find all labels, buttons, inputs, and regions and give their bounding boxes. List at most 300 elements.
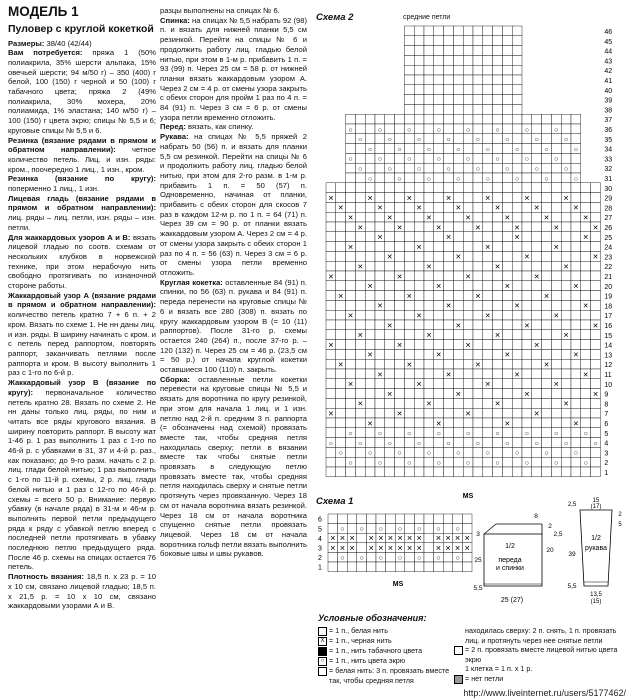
schema2-cell: [434, 46, 444, 56]
schema1-cell: [347, 562, 357, 572]
schema2-cell: [532, 251, 542, 261]
schema2-cell: [502, 300, 512, 310]
schema2-cell: [385, 447, 395, 457]
schema2-cell: [434, 242, 444, 252]
schema2-cell: [434, 163, 444, 173]
schema2-cell: [385, 330, 395, 340]
schema2-symbol: ○: [573, 146, 579, 154]
schema2-cell: [434, 55, 444, 65]
schema2-cell: [385, 418, 395, 428]
schema2-cell: [581, 467, 591, 477]
schema2-row-number: 16: [604, 323, 613, 330]
schema2-cell: [532, 349, 542, 359]
schema2-cell: [512, 330, 522, 340]
schema2-cell: [375, 359, 385, 369]
legend-right: [454, 626, 626, 684]
schema2-cell: [404, 349, 414, 359]
schema2-cell: [365, 457, 375, 467]
schema2-cell: [591, 418, 601, 428]
schema2-cell: [522, 242, 532, 252]
schema2-cell: [551, 359, 561, 369]
schema2-cell: [385, 173, 395, 183]
schema2-cell: [463, 330, 473, 340]
schema2-symbol: ✕: [445, 371, 452, 379]
schema2-cell: [581, 398, 591, 408]
schema2-symbol: ✕: [494, 264, 501, 271]
schema2-symbol: ✕: [504, 420, 511, 428]
legend-symbol-icon: [454, 675, 463, 684]
schema2-row-number: 45: [604, 38, 613, 46]
schema1-cell: [328, 552, 338, 562]
schema2-cell: [561, 251, 571, 261]
schema2-cell: [336, 310, 346, 320]
schema2-cell: [483, 261, 493, 271]
schema2-cell: [522, 447, 532, 457]
schema2-cell: [483, 467, 493, 477]
schema2-cell: [502, 232, 512, 242]
schema2-cell: [346, 134, 356, 144]
schema2-cell: [551, 163, 561, 173]
schema1-symbol: ○: [455, 554, 460, 562]
schema2-symbol: ✕: [553, 244, 560, 252]
schema2-cell: [522, 261, 532, 271]
schema2-cell: [473, 340, 483, 350]
legend-item: [318, 656, 452, 666]
schema2-symbol: ✕: [514, 224, 521, 232]
schema2-symbol: ○: [377, 156, 383, 164]
schema2-cell: [404, 438, 414, 448]
schema2-cell: [551, 114, 561, 124]
schema2-symbol: ○: [436, 126, 441, 134]
schema2-cell: [522, 408, 532, 418]
schema2-cell: [473, 261, 483, 271]
schema2-cell: [365, 163, 375, 173]
schema2-cell: [542, 202, 552, 212]
schema2-row-number: 37: [604, 117, 613, 125]
schema2-cell: [453, 212, 463, 222]
schema2-cell: [346, 163, 356, 173]
schema1-symbol: ✕: [416, 545, 423, 553]
schema2-cell: [375, 438, 385, 448]
schema2-cell: [414, 457, 424, 467]
schema2-cell: [493, 144, 503, 154]
schema1-ms-label: MS: [392, 581, 404, 588]
schema2-cell: [385, 408, 395, 418]
schema2-cell: [591, 202, 601, 212]
schema2-symbol: ✕: [592, 254, 599, 262]
schema2-symbol: ○: [554, 156, 559, 164]
schema2-cell: [502, 398, 512, 408]
schema2-cell: [414, 340, 424, 350]
schema2-cell: [453, 428, 463, 438]
schema2-cell: [414, 369, 424, 379]
schema2-cell: [326, 222, 336, 232]
schema2-cell: [453, 232, 463, 242]
schema2-cell: [336, 389, 346, 399]
schema2-cell: [434, 193, 444, 203]
schema2-symbol: ○: [573, 450, 579, 458]
schema2-symbol: ○: [456, 146, 461, 154]
schema2-cell: [404, 26, 414, 36]
schema2-cell: [502, 359, 512, 369]
schema2-cell: [375, 389, 385, 399]
schema2-cell: [453, 271, 463, 281]
schema2-cell: [532, 320, 542, 330]
schema1-symbol: ✕: [339, 545, 346, 553]
schema2-cell: [414, 36, 424, 46]
schema1-chart: [318, 510, 471, 590]
schema2-symbol: ○: [563, 166, 569, 173]
col1-paragraph: [8, 174, 156, 193]
schema2-cell: [346, 349, 356, 359]
schema2-cell: [336, 349, 346, 359]
schema2-cell: [473, 85, 483, 95]
schema2-cell: [395, 320, 405, 330]
schema2-cell: [483, 26, 493, 36]
schema2-cell: [355, 300, 365, 310]
schema2-cell: [493, 438, 503, 448]
schema2-cell: [502, 291, 512, 301]
schema2-cell: [385, 144, 395, 154]
schema2-cell: [375, 114, 385, 124]
schema2-cell: [326, 320, 336, 330]
schema2-cell: [581, 183, 591, 193]
col1-paragraph: [8, 233, 156, 291]
schema2-cell: [561, 349, 571, 359]
schema2-row-number: 36: [604, 127, 613, 134]
schema2-cell: [561, 242, 571, 252]
schema2-symbol: ✕: [523, 254, 530, 262]
schema2-symbol: ○: [416, 136, 422, 144]
schema2-cell: [355, 359, 365, 369]
schema2-cell: [424, 340, 434, 350]
schema2-cell: [424, 65, 434, 75]
schema1-cell: [347, 552, 357, 562]
schema2-cell: [571, 163, 581, 173]
schema2-cell: [483, 251, 493, 261]
schema2-cell: [424, 153, 434, 163]
schema2-cell: [414, 232, 424, 242]
schema2-cell: [542, 340, 552, 350]
schema2-cell: [463, 418, 473, 428]
schema1-row-number: 4: [318, 535, 322, 543]
schema2-cell: [365, 428, 375, 438]
schema2-cell: [326, 389, 336, 399]
schema2-cell: [463, 389, 473, 399]
schema2-cell: [532, 173, 542, 183]
schema2-top-label: средние петли: [403, 14, 451, 21]
schema2-symbol: ✕: [376, 234, 383, 242]
schema2-cell: [483, 163, 493, 173]
schema2-cell: [346, 261, 356, 271]
source-url[interactable]: http://www.liveinternet.ru/users/5177462/: [463, 688, 626, 698]
schema2-cell: [512, 349, 522, 359]
schema2-cell: [581, 261, 591, 271]
schema2-cell: [463, 183, 473, 193]
schema2-cell: [404, 251, 414, 261]
schema2-cell: [591, 291, 601, 301]
schema2-cell: [444, 251, 454, 261]
schema2-cell: [424, 467, 434, 477]
schema2-cell: [444, 389, 454, 399]
schema2-cell: [355, 418, 365, 428]
schema1-symbol: ✕: [387, 545, 394, 553]
schema2-cell: [434, 26, 444, 36]
schema1-symbol: ○: [378, 554, 383, 562]
schema2-cell: [581, 251, 591, 261]
schema2-cell: [493, 26, 503, 36]
schema2-cell: [444, 359, 454, 369]
schema2-symbol: ✕: [396, 273, 403, 281]
schema2-cell: [326, 281, 336, 291]
schema2-row-number: 11: [604, 372, 612, 379]
schema2-symbol: ✕: [465, 342, 472, 350]
schema2-cell: [365, 340, 375, 350]
schema2-cell: [463, 85, 473, 95]
schema2-cell: [326, 261, 336, 271]
schema1-cell: [386, 552, 396, 562]
schema2-cell: [444, 144, 454, 154]
schema2-cell: [493, 389, 503, 399]
schema2-cell: [522, 310, 532, 320]
col2-paragraph-text: оставленные 84 (91) п. спинки, по 56 (63) п. рукава и 84 (91) п. переда перенести на круговые спицы № 6 и вязать все 280 (308) п. вязать по кругу жаккардовым узором В (= 10 (11) раппортов). После 31-го р. схемы остается 240 (264) п., после 37-го р. – 120 (132) п. Через 25 см = 46 р. (23,5 см = 50 р.) от начала круглой кокетки оставшиеся 100 (110) п. закрыть.: [160, 277, 307, 375]
schema2-symbol: ✕: [455, 391, 462, 399]
schema2-cell: [434, 95, 444, 105]
schema2-symbol: ○: [348, 430, 353, 438]
schema2-cell: [463, 173, 473, 183]
schema1-cell: [443, 552, 453, 562]
schema1-cell: [424, 562, 434, 572]
schema2-cell: [365, 379, 375, 389]
schema1-cell: [453, 562, 463, 572]
schema2-cell: [453, 153, 463, 163]
schema2-cell: [542, 379, 552, 389]
schema2-cell: [355, 271, 365, 281]
schema2-cell: [424, 242, 434, 252]
schema2-cell: [483, 202, 493, 212]
schema2-cell: [502, 242, 512, 252]
schema2-cell: [512, 379, 522, 389]
col1-paragraph-text: количество петель кратно 7 + 6 п. + 2 кром. Вязать по схеме 1. Не нн даны лиц. и изн. ряды. В ширину начинать с кром. и с петель перед раппортом, повторять раппорт, заканчивать петлями после раппорта и кром. В высоту выполнить 1 раз с 1-го по 6-й р.: [8, 310, 156, 378]
schema2-cell: [542, 300, 552, 310]
schema2-cell: [444, 291, 454, 301]
schema2-symbol: ○: [348, 126, 353, 134]
schema2-cell: [571, 389, 581, 399]
schema2-cell: [414, 65, 424, 75]
schema2-cell: [591, 330, 601, 340]
schema2-cell: [434, 340, 444, 350]
schema2-cell: [355, 428, 365, 438]
schema2-symbol: ○: [338, 450, 343, 458]
schema2-cell: [444, 261, 454, 271]
schema2-cell: [581, 359, 591, 369]
schema2-cell: [532, 467, 542, 477]
schema2-cell: [512, 202, 522, 212]
schema2-symbol: ✕: [465, 273, 472, 281]
schema2-cell: [571, 134, 581, 144]
schema2-cell: [385, 398, 395, 408]
schema2-cell: [346, 418, 356, 428]
schema2-row-number: 34: [604, 146, 613, 154]
schema2-cell: [532, 447, 542, 457]
schema2-symbol: ○: [554, 460, 559, 467]
schema2-cell: [444, 379, 454, 389]
schema2-cell: [463, 144, 473, 154]
schema2-cell: [414, 300, 424, 310]
schema2-cell: [395, 163, 405, 173]
schema2-symbol: ✕: [376, 303, 383, 311]
schema2-cell: [463, 193, 473, 203]
schema2-row-number: 12: [604, 362, 613, 370]
schema2-cell: [512, 75, 522, 85]
schema2-row-number: 27: [604, 215, 613, 223]
schema2-cell: [473, 389, 483, 399]
schema2-row-number: 6: [604, 421, 609, 428]
col2-paragraph: [160, 375, 307, 559]
schema2-row-number: 35: [604, 136, 613, 144]
schema2-symbol: ○: [554, 126, 559, 134]
schema2-cell: [512, 193, 522, 203]
legend-item: [318, 626, 452, 636]
schema2-cell: [581, 281, 591, 291]
sleeve-pattern-diagram: [566, 496, 626, 608]
schema2-cell: [336, 251, 346, 261]
schema2-symbol: ○: [367, 450, 373, 458]
schema2-cell: [346, 232, 356, 242]
schema2-cell: [404, 379, 414, 389]
schema2-cell: [365, 320, 375, 330]
schema2-cell: [493, 408, 503, 418]
schema2-cell: [591, 310, 601, 320]
schema2-cell: [385, 242, 395, 252]
schema2-cell: [414, 144, 424, 154]
schema2-cell: [375, 163, 385, 173]
schema2-cell: [463, 261, 473, 271]
schema2-cell: [522, 173, 532, 183]
schema2-cell: [551, 467, 561, 477]
col1-paragraph-heading: Размеры:: [8, 38, 45, 48]
col2-paragraph-heading: Перед:: [160, 122, 186, 132]
schema2-cell: [542, 261, 552, 271]
schema2-row-number: 19: [604, 293, 613, 301]
schema2-cell: [522, 349, 532, 359]
schema2-cell: [414, 291, 424, 301]
schema2-cell: [532, 398, 542, 408]
schema2-cell: [404, 65, 414, 75]
schema2-cell: [404, 261, 414, 271]
schema2-cell: [473, 271, 483, 281]
model-heading: МОДЕЛЬ 1: [8, 4, 79, 19]
schema2-cell: [434, 467, 444, 477]
schema2-cell: [434, 36, 444, 46]
schema2-cell: [375, 134, 385, 144]
schema2-cell: [512, 85, 522, 95]
schema2-symbol: ✕: [406, 362, 413, 369]
schema2-cell: [522, 418, 532, 428]
schema2-symbol: ○: [407, 126, 412, 134]
schema2-cell: [404, 271, 414, 281]
schema2-cell: [355, 212, 365, 222]
schema2-symbol: ✕: [455, 322, 462, 330]
legend-text: 1 клетка = 1 п. x 1 р.: [465, 664, 533, 674]
schema2-cell: [532, 153, 542, 163]
schema2-row-number: 21: [604, 274, 613, 281]
col2-paragraph: [160, 122, 307, 132]
schema2-cell: [414, 261, 424, 271]
schema2-symbol: ✕: [376, 205, 383, 213]
schema2-cell: [336, 438, 346, 448]
schema2-cell: [483, 398, 493, 408]
schema2-cell: [365, 202, 375, 212]
schema2-symbol: ✕: [367, 195, 374, 203]
schema2-cell: [502, 85, 512, 95]
schema2-symbol: ○: [495, 126, 500, 134]
schema2-cell: [336, 261, 346, 271]
schema2-cell: [434, 202, 444, 212]
schema2-cell: [444, 467, 454, 477]
schema2-cell: [434, 65, 444, 75]
schema2-symbol: ○: [348, 460, 353, 467]
schema2-cell: [522, 330, 532, 340]
schema2-row-number: 8: [604, 401, 609, 409]
schema2-cell: [453, 398, 463, 408]
schema1-cell: [338, 514, 348, 524]
schema2-cell: [404, 389, 414, 399]
schema2-row-number: 38: [604, 107, 613, 115]
schema2-cell: [483, 300, 493, 310]
schema2-symbol: ○: [475, 136, 481, 144]
col1-paragraph-text: лиц. ряды – лиц. петли, изн. ряды – изн. петли.: [8, 213, 156, 232]
schema2-cell: [591, 212, 601, 222]
schema2-cell: [473, 95, 483, 105]
schema2-cell: [532, 330, 542, 340]
schema2-cell: [493, 95, 503, 105]
schema2-chart: [318, 22, 624, 500]
schema1-symbol: ✕: [464, 545, 471, 553]
col1-paragraph-heading: Жаккардовый узор А (вязание рядами в прямом и обратном направлении):: [8, 290, 156, 310]
schema2-cell: [542, 428, 552, 438]
schema2-cell: [522, 369, 532, 379]
schema1-symbol: ✕: [454, 545, 461, 553]
schema1-cell: [443, 524, 453, 534]
schema2-cell: [424, 26, 434, 36]
schema2-cell: [346, 359, 356, 369]
schema2-cell: [502, 114, 512, 124]
schema2-cell: [414, 75, 424, 85]
schema2-symbol: ✕: [347, 313, 354, 320]
schema2-cell: [424, 310, 434, 320]
schema2-cell: [581, 438, 591, 448]
schema2-cell: [434, 379, 444, 389]
schema2-cell: [444, 75, 454, 85]
schema2-cell: [414, 320, 424, 330]
schema2-cell: [453, 134, 463, 144]
schema2-cell: [551, 369, 561, 379]
sleeve-top-b: 15: [592, 498, 600, 504]
schema2-cell: [473, 114, 483, 124]
schema2-cell: [414, 193, 424, 203]
schema2-cell: [424, 369, 434, 379]
schema2-symbol: ○: [367, 175, 373, 183]
schema2-cell: [424, 438, 434, 448]
schema2-cell: [444, 183, 454, 193]
schema2-cell: [493, 467, 503, 477]
schema2-cell: [473, 369, 483, 379]
schema2-cell: [326, 251, 336, 261]
schema2-cell: [336, 467, 346, 477]
schema2-symbol: ✕: [396, 342, 403, 350]
schema2-cell: [551, 271, 561, 281]
